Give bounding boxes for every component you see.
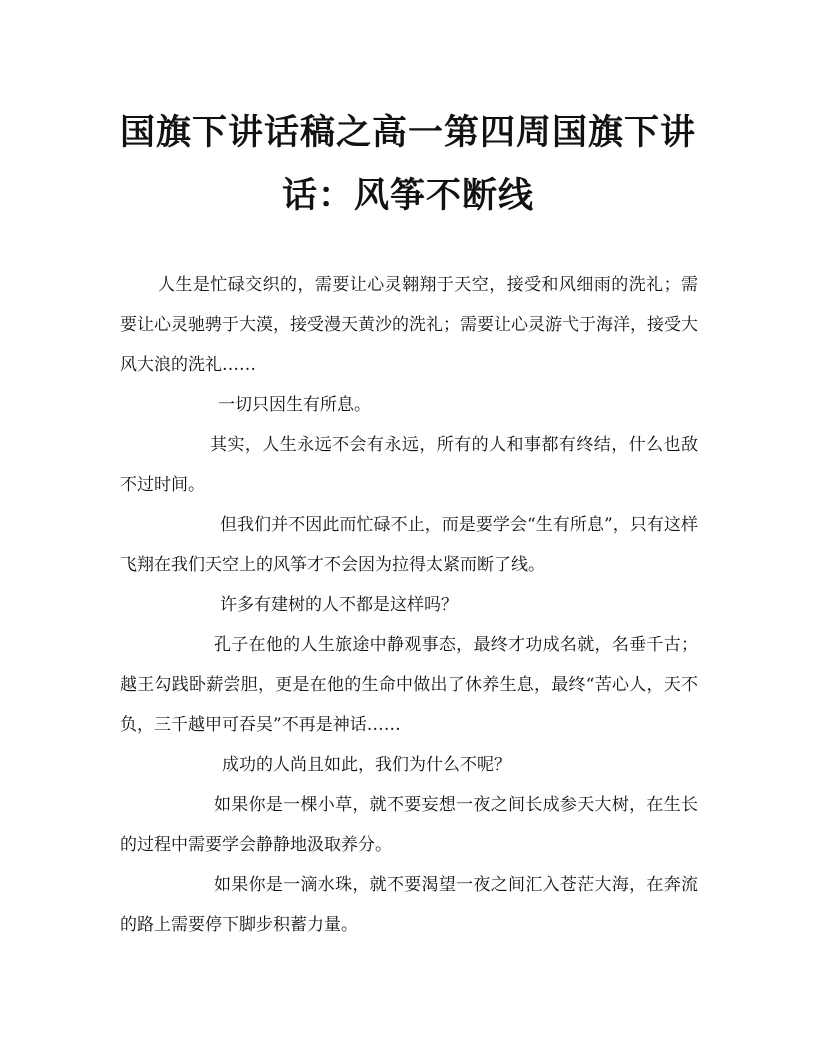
paragraph-9: 如果你是一滴水珠，就不要渴望一夜之间汇入苍茫大海，在奔流的路上需要停下脚步积蓄力量。 <box>120 875 698 935</box>
document-title-line-1: 国旗下讲话稿之高一第四周国旗下讲 <box>119 112 696 153</box>
paragraph-6: 孔子在他的人生旅途中静观事态，最终才功成名就，名垂千古；越王勾践卧薪尝胆，更是在他的生命中做出了休养生息，最终“苦心人，天不负，三千越甲可吞吴”不再是神话…… <box>120 635 698 735</box>
paragraph-1: 人生是忙碌交织的，需要让心灵翱翔于天空，接受和风细雨的洗礼；需要让心灵驰骋于大漠，接受漫天黄沙的洗礼；需要让心灵游弋于海洋，接受大风大浪的洗礼…… <box>120 275 698 375</box>
paragraph-5: 许多有建树的人不都是这样吗？ <box>220 595 458 615</box>
document-title-line-2: 话：风筝不断线 <box>281 175 534 216</box>
paragraph-8: 如果你是一棵小草，就不要妄想一夜之间长成参天大树，在生长的过程中需要学会静静地汲取养分。 <box>120 795 698 855</box>
paragraph-2: 一切只因生有所息。 <box>218 395 371 415</box>
document-body <box>120 265 698 945</box>
paragraph-4: 但我们并不因此而忙碌不止，而是要学会“生有所息”，只有这样飞翔在我们天空上的风筝才不会因为拉得太紧而断了线。 <box>120 515 698 575</box>
paragraph-3: 其实，人生永远不会有永远，所有的人和事都有终结，什么也敌不过时间。 <box>120 435 698 495</box>
paragraph-7: 成功的人尚且如此，我们为什么不呢？ <box>222 755 511 775</box>
